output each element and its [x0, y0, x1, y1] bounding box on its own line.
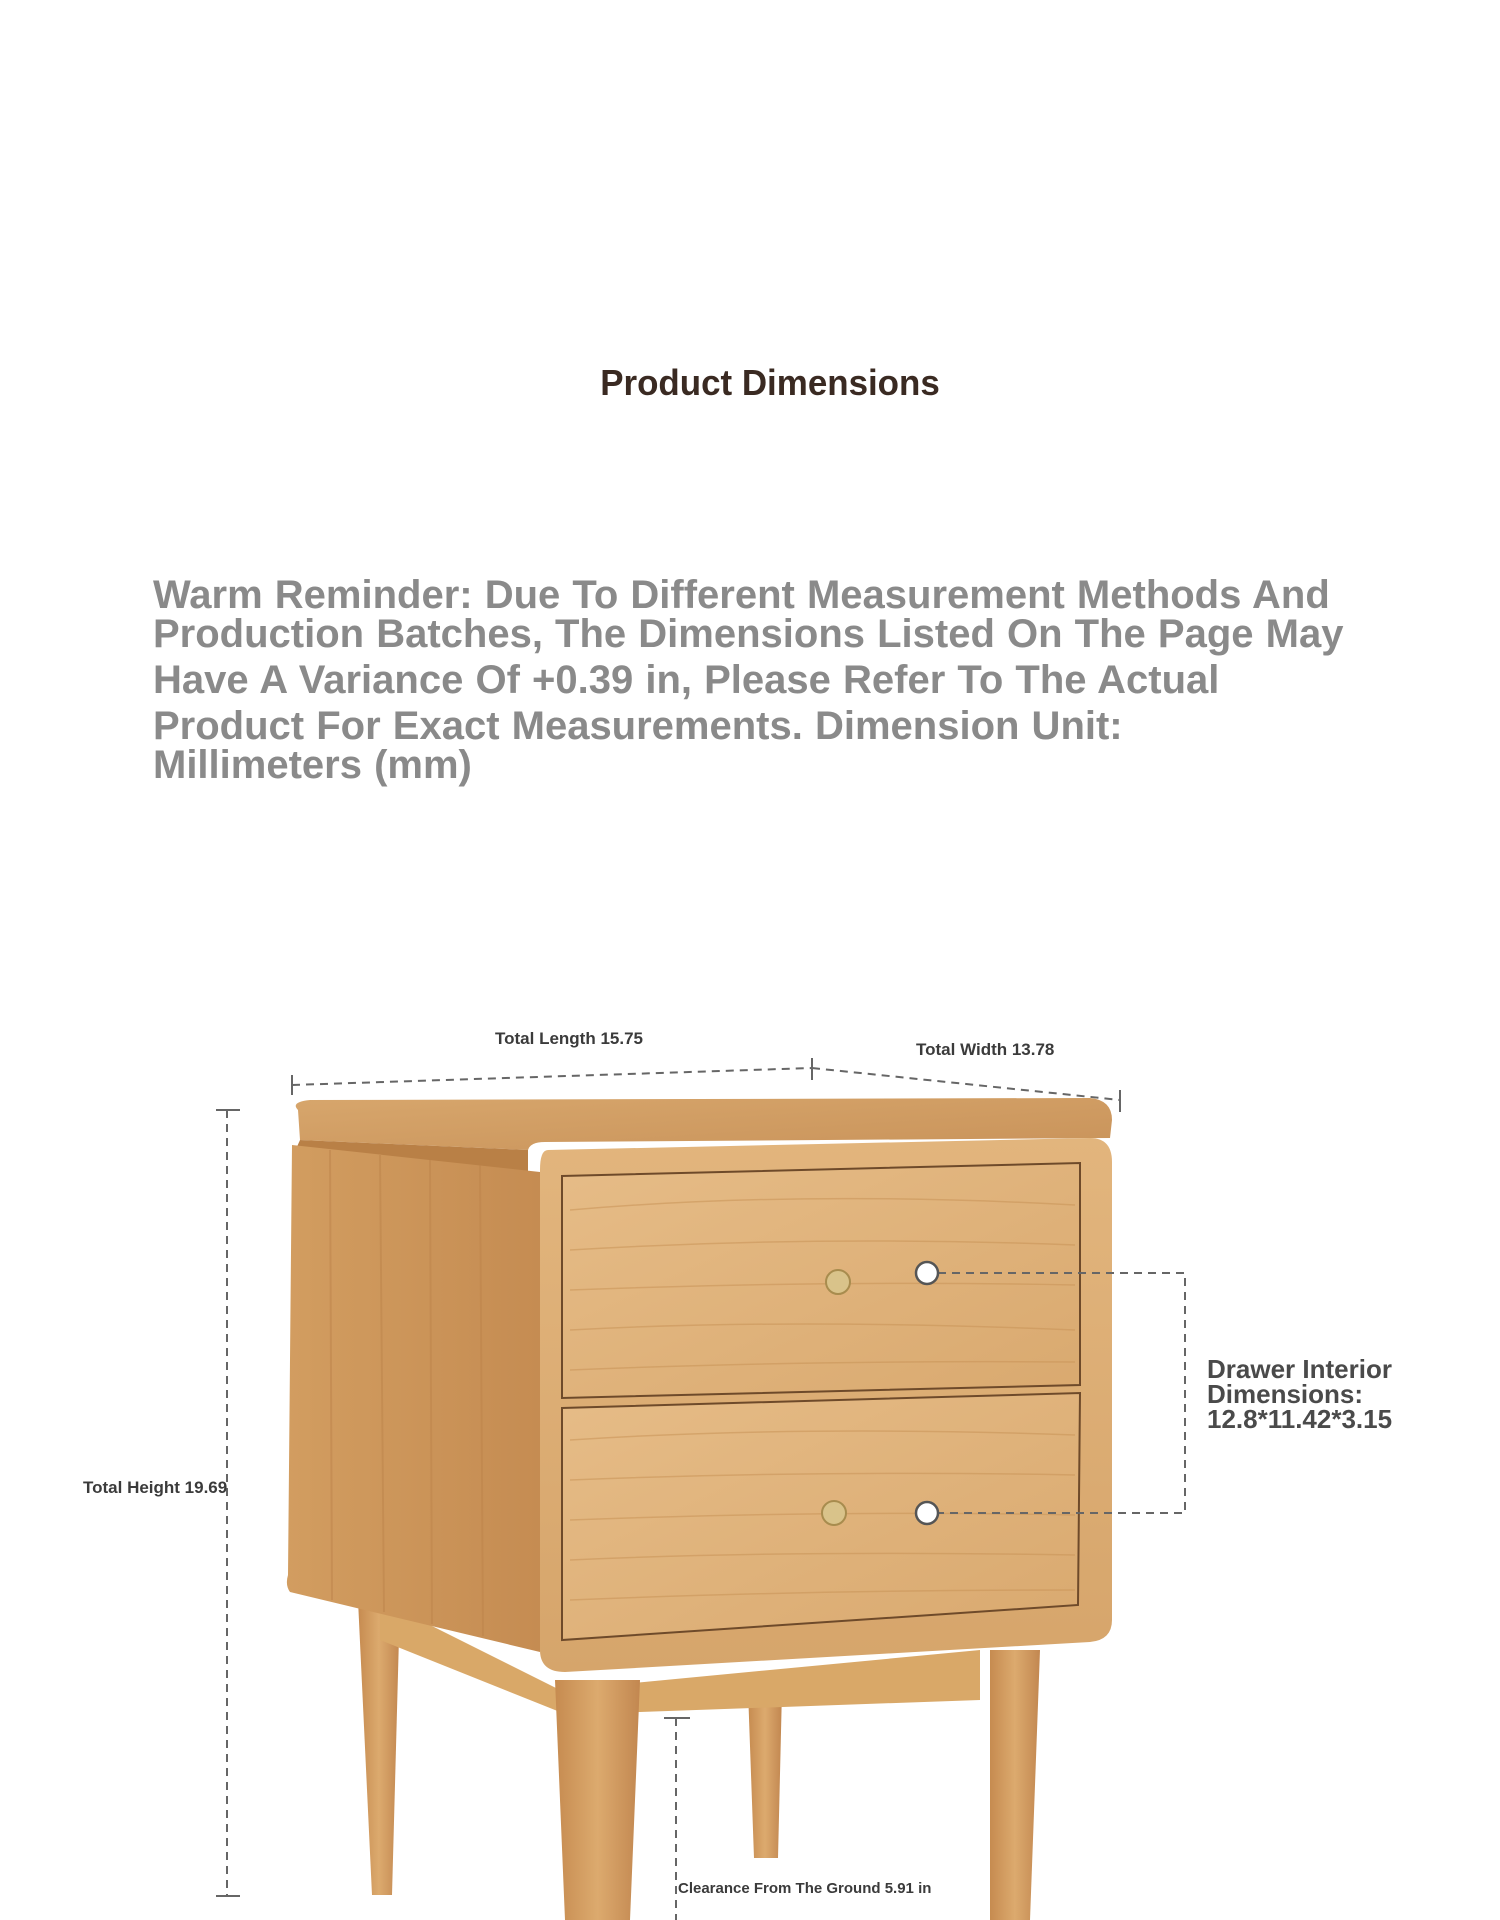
page-title: Product Dimensions — [600, 362, 940, 403]
drawer-knob-bottom — [822, 1501, 846, 1525]
notice-line-5: Millimeters (mm) — [153, 743, 472, 787]
callout-dot-top — [916, 1262, 938, 1284]
drawer-knob-top — [826, 1270, 850, 1294]
notice-line-1: Warm Reminder: Due To Different Measurement Methods And — [153, 573, 1330, 617]
ground-clearance-label: Clearance From The Ground 5.91 in — [678, 1880, 932, 1897]
drawer-interior-line-2: Dimensions: — [1207, 1379, 1364, 1409]
front-leg-left — [555, 1680, 640, 1920]
drawer-interior-line-3: 12.8*11.42*3.15 — [1207, 1404, 1393, 1434]
callout-dot-bottom — [916, 1502, 938, 1524]
total-width-label: Total Width 13.78 — [916, 1040, 1055, 1059]
cabinet-side — [287, 1145, 540, 1652]
front-leg-right — [990, 1650, 1040, 1920]
notice-line-3: Have A Variance Of +0.39 in, Please Refer To The Actual — [153, 658, 1220, 702]
total-length-label: Total Length 15.75 — [495, 1029, 643, 1048]
drawer-interior-line-1: Drawer Interior — [1207, 1354, 1392, 1384]
notice-line-2: Production Batches, The Dimensions Listed On The Page May — [153, 612, 1344, 656]
notice-line-4: Product For Exact Measurements. Dimension Unit: — [153, 704, 1123, 748]
drawer-interior-label — [1207, 1354, 1393, 1434]
drawer-bottom — [562, 1393, 1080, 1640]
back-leg-right — [748, 1690, 782, 1858]
total-height-label: Total Height 19.69 — [83, 1478, 228, 1497]
